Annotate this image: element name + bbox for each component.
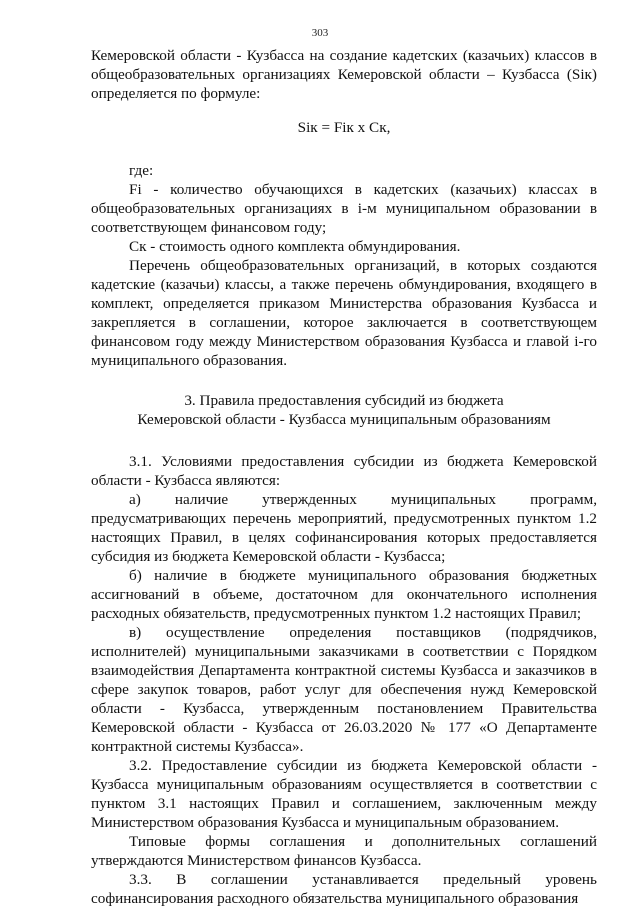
paragraph-fi-definition: Fі - количество обучающихся в кадетских (казачьих) классах в общеобразовательных организациях в і-м муниципальном образовании в соответствующем финансовом году; [91, 181, 597, 236]
paragraph-3-2-forms: Типовые формы соглашения и дополнительных соглашений утверждаются Министерством финансов Кузбасса. [91, 833, 597, 869]
paragraph-intro: Кемеровской области - Кузбасса на создание кадетских (казачьих) классов в общеобразовательных организациях Кемеровской области – Кузбасса (Sік) определяется по формуле: [91, 47, 597, 102]
paragraph-3-3: 3.3. В соглашении устанавливается предельный уровень софинансирования расходного обязательства муниципального образования [91, 871, 597, 907]
page-number: 303 [311, 27, 329, 39]
paragraph-ck-definition: Ск - стоимость одного комплекта обмундирования. [129, 238, 461, 255]
section-heading-line-1: 3. Правила предоставления субсидий из бюджета [184, 392, 504, 409]
paragraph-3-2: 3.2. Предоставление субсидии из бюджета Кемеровской области - Кузбасса муниципальным образованиям осуществляется в соответствии с пунктом 3.1 настоящих Правил и соглашением, заключенным между Министерством образования Кузбасса и муниципальным образованием. [91, 757, 597, 831]
paragraph-3-1-a: а) наличие утвержденных муниципальных программ, предусматривающих перечень мероприятий, предусмотренных пунктом 1.2 настоящих Правил, в целях софинансирования которых предоставляется субсидия из бюджета Кемеровской области - Кузбасса; [91, 491, 597, 565]
formula: Sік = Fік х Ск, [297, 119, 391, 136]
paragraph-3-1-c: в) осуществление определения поставщиков (подрядчиков, исполнителей) муниципальными заказчиками в соответствии с Порядком взаимодействия Департамента контрактной системы Кузбасса и заказчиков в сфере закупок товаров, работ услуг для обеспечения нужд Кемеровской области - Кузбасса, утвержденным постановлением Правительства Кемеровской области - Кузбасса от 26.03.2020 № 177 «О Департаменте контрактной системы Кузбасса». [91, 624, 597, 755]
paragraph-3-1: 3.1. Условиями предоставления субсидии из бюджета Кемеровской области - Кузбасса являются: [91, 453, 597, 489]
paragraph-list-of-organizations: Перечень общеобразовательных организаций, в которых создаются кадетские (казачьи) классы, а также перечень обмундирования, входящего в комплект, определяется приказом Министерства образования Кузбасса и закрепляется в соглашении, которое заключается в соответствующем финансовом году между Министерством образования Кузбасса и главой і-го муниципального образования. [91, 257, 597, 369]
paragraph-3-1-b: б) наличие в бюджете муниципального образования бюджетных ассигнований в объеме, достаточном для окончательного исполнения расходных обязательств, предусмотренных пунктом 1.2 настоящих Правил; [91, 567, 597, 622]
document-body [91, 46, 597, 908]
paragraph-where: где: [129, 162, 154, 179]
section-heading-line-2: Кемеровской области - Кузбасса муниципальным образованиям [137, 411, 551, 428]
